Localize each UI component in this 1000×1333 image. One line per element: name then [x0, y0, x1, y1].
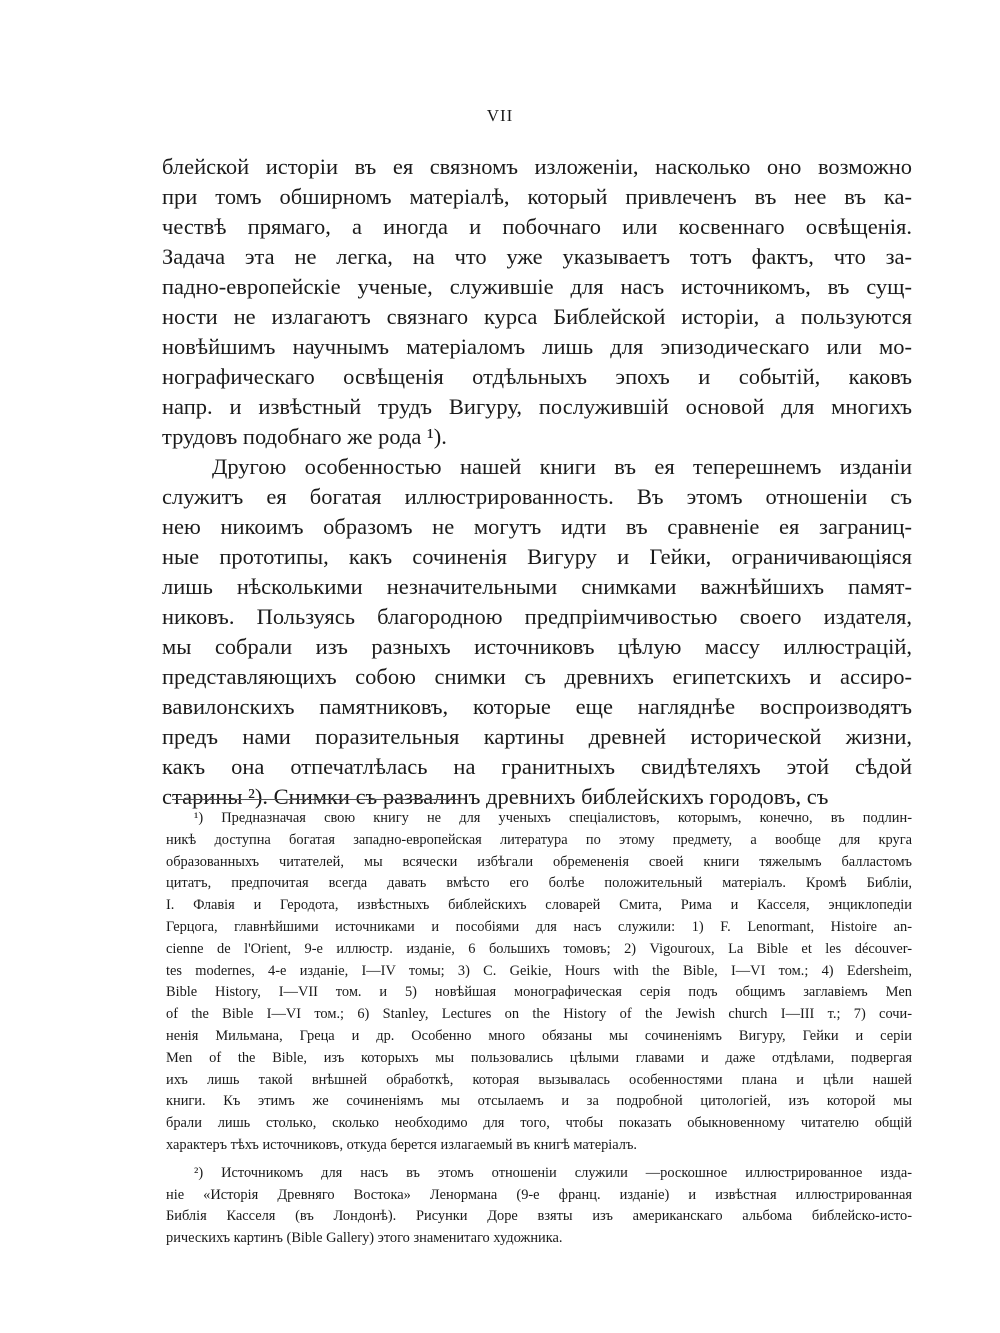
footnote	[166, 808, 912, 1157]
footnote-line: образованныхъ читателей, мы всячески избѣгали обремененія своей книги тяжелымъ балластомъ	[166, 853, 912, 870]
footnote-line: рическихъ картинъ (Bible Gallery) этого знаменитаго художника.	[166, 1230, 563, 1247]
text-line: ности не излагаютъ связнаго курса Библейской исторіи, а пользуются	[162, 304, 912, 329]
footnote-line: ¹) Предназначая свою книгу не для ученыхъ спеціалистовъ, которымъ, конечно, въ подлин-	[194, 810, 912, 826]
footnote-line: ²) Источникомъ для насъ въ этомъ отношеніи служили —роскошное иллюстрированное изда-	[194, 1164, 912, 1181]
text-line: при томъ обширномъ матеріалѣ, который привлеченъ въ нее въ ка-	[162, 184, 912, 209]
paragraph	[162, 452, 912, 812]
text-line: новѣйшимъ научнымъ матеріаломъ лишь для эпизодическаго или мо-	[162, 334, 912, 359]
text-line: служитъ ея богатая иллюстрированность. Въ этомъ отношеніи съ	[162, 484, 912, 509]
footnote	[166, 1157, 912, 1250]
text-line: блейской исторіи въ ея связномъ изложеніи, насколько оно возможно	[162, 154, 912, 179]
footnotes	[166, 808, 912, 1250]
footnote-line: Bible History, I—VII том. и 5) новѣйшая монографическая серія подъ общимъ заглавіемъ Men	[166, 984, 912, 1001]
text-line: лишь нѣсколькими незначительными снимками важнѣйшихъ памят-	[162, 574, 912, 599]
footnote-separator	[172, 799, 458, 800]
page-number: VII	[486, 106, 514, 125]
text-line: напр. и извѣстный трудъ Вигуру, послужившій основой для многихъ	[162, 394, 912, 419]
text-line: никовъ. Пользуясь благородною предпріимчивостью своего издателя,	[162, 604, 912, 629]
text-line: чествѣ прямаго, а иногда и побочнаго или косвеннаго освѣщенія.	[162, 214, 912, 239]
text-line: падно-европейскіе ученые, служившіе для насъ источникомъ, въ сущ-	[162, 274, 912, 299]
paragraph	[162, 152, 912, 452]
footnote-line: брали лишь столько, сколько необходимо для того, чтобы показать обыкновенному читателю общій	[166, 1115, 912, 1132]
text-line: Задача эта не легка, на что уже указываетъ тотъ фактъ, что за-	[162, 244, 912, 269]
text-line: нею никоимъ образомъ не могутъ идти въ сравненіе ея заграниц-	[162, 514, 912, 539]
footnote-line: книги. Къ этимъ же сочиненіямъ мы отсылаемъ и за подробной цитологіей, изъ которой мы	[166, 1093, 912, 1110]
text-line: ные прототипы, какъ сочиненія Вигуру и Гейки, ограничивающіяся	[162, 544, 912, 569]
footnote-line: Герцога, главнѣйшими источниками и пособіями для насъ служили: 1) F. Lenormant, Histoire an-	[166, 918, 912, 935]
footnote-line: никѣ доступна богатая западно-европейская литература по этому предмету, а вообще для круга	[166, 831, 912, 848]
footnote-line: Библія Касселя (въ Лондонѣ). Рисунки Доре взяты изъ американскаго альбома библейско-исто-	[166, 1208, 912, 1225]
text-line: вавилонскихъ памятниковъ, которые еще нагляднѣе воспроизводятъ	[162, 694, 912, 719]
footnote-line: cienne de l'Orient, 9-е иллюстр. изданіе, 6 большихъ томовъ; 2) Vigouroux, La Bible et les découver-	[166, 940, 912, 957]
footnote-line: tes modernes, 4-е изданіе, I—IV томы; 3) C. Geikie, Hours with the Bible, I—VI том.; 4) Edersheim,	[166, 962, 912, 979]
text-line: какъ она отпечатлѣлась на гранитныхъ свидѣтеляхъ этой сѣдой	[162, 754, 912, 779]
footnote-line: ихъ лишь такой внѣшней обработкѣ, которая вызывалась особенностями плана и цѣли нашей	[166, 1071, 912, 1088]
main-text	[162, 152, 912, 812]
footnote-line: Men of the Bible, изъ которыхъ мы пользовались цѣлыми главами и даже отдѣлами, подвергая	[166, 1049, 912, 1066]
text-line: нографическаго освѣщенія отдѣльныхъ эпохъ и событій, каковъ	[162, 364, 912, 389]
text-line: представляющихъ собою снимки съ древнихъ египетскихъ и ассиро-	[162, 664, 912, 689]
footnote-line: І. Флавія и Геродота, извѣстныхъ библейскихъ словарей Смита, Рима и Касселя, энциклопедіи	[166, 897, 912, 914]
text-line: трудовъ подобнаго же рода ¹).	[162, 424, 447, 449]
footnote-line: ніе «Исторія Древняго Востока» Ленормана (9-е франц. изданіе) и извѣстная иллюстрированная	[166, 1186, 912, 1203]
footnote-line: цитатъ, предпочитая всегда давать вмѣсто его болѣе положительный матеріалъ. Кромѣ Библіи,	[166, 875, 912, 892]
footnote-line: ненія Мильмана, Греца и др. Особенно много обязаны мы сочиненіямъ Вигуру, Гейки и серіи	[166, 1027, 912, 1044]
footnote-line: характеръ тѣхъ источниковъ, откуда берется излагаемый въ книгѣ матеріалъ.	[166, 1136, 638, 1153]
text-line: мы собрали изъ разныхъ источниковъ цѣлую массу иллюстрацій,	[162, 634, 912, 659]
text-line: предъ нами поразительныя картины древней исторической жизни,	[162, 724, 912, 749]
text-line: Другою особенностью нашей книги въ ея теперешнемъ изданіи	[212, 454, 912, 479]
text-line: старины ²). Снимки съ развалинъ древнихъ библейскихъ городовъ, съ	[162, 784, 829, 809]
footnote-line: of the Bible I—VI том.; 6) Stanley, Lectures on the History of the Jewish church I—III т.; 7) сочи-	[166, 1006, 912, 1023]
